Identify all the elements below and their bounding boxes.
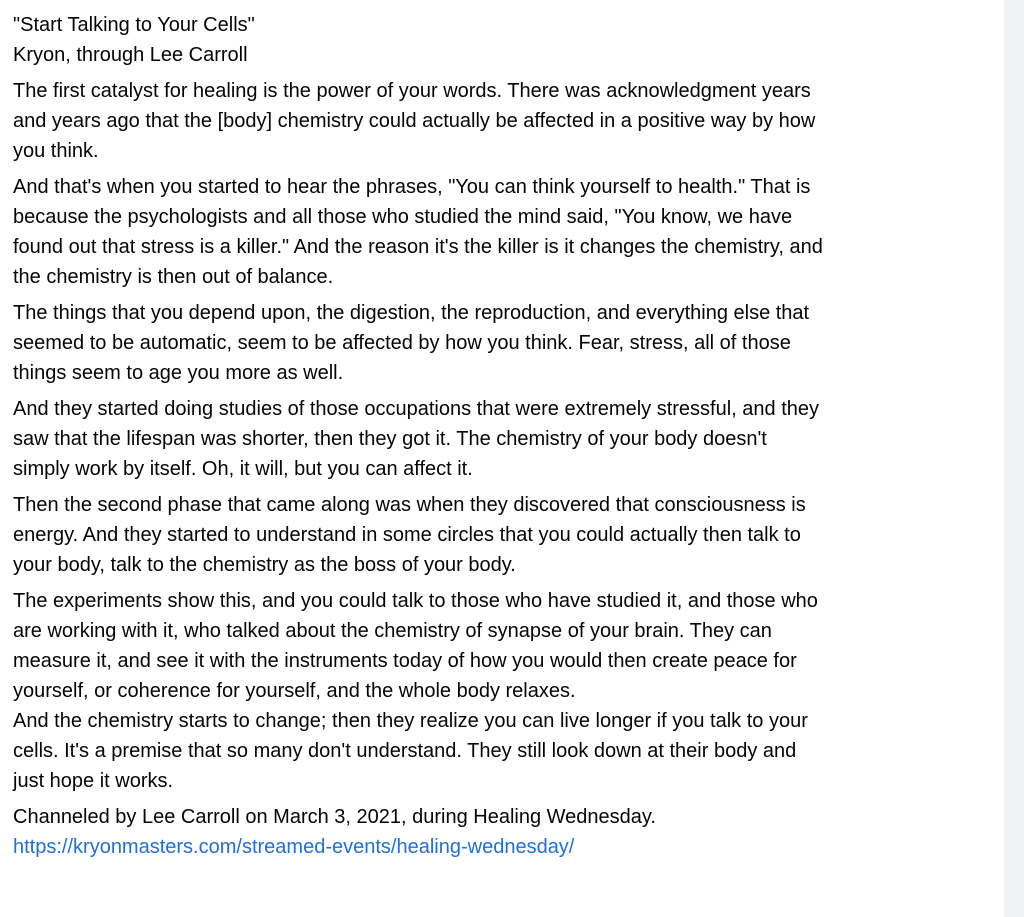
- text-line: cells. It's a premise that so many don't understand. They still look down at their body and: [13, 740, 797, 762]
- text-line: yourself, or coherence for yourself, and the whole body relaxes.: [13, 680, 576, 702]
- text-line: simply work by itself. Oh, it will, but you can affect it.: [13, 458, 473, 480]
- paragraph-4: [13, 394, 1004, 484]
- text-line: just hope it works.: [13, 770, 174, 792]
- text-line: found out that stress is a killer." And the reason it's the killer is it changes the chemistry, and: [13, 236, 823, 258]
- paragraph-3: [13, 298, 1004, 388]
- text-line: measure it, and see it with the instruments today of how you would then create peace for: [13, 650, 797, 672]
- text-line: are working with it, who talked about the chemistry of synapse of your brain. They can: [13, 620, 772, 642]
- text-line: and years ago that the [body] chemistry could actually be affected in a positive way by how: [13, 110, 816, 132]
- post-byline: Kryon, through Lee Carroll: [13, 44, 248, 66]
- page-gutter: [1004, 0, 1024, 917]
- text-line: energy. And they started to understand in some circles that you could actually then talk to: [13, 524, 801, 546]
- text-line: you think.: [13, 140, 99, 162]
- text-line: your body, talk to the chemistry as the boss of your body.: [13, 554, 516, 576]
- source-link[interactable]: https://kryonmasters.com/streamed-events/healing-wednesday/: [13, 836, 575, 858]
- paragraph-5: [13, 490, 1004, 580]
- post-footer: [13, 802, 1004, 862]
- text-line: Then the second phase that came along was when they discovered that consciousness is: [13, 494, 806, 516]
- text-line: The experiments show this, and you could talk to those who have studied it, and those who: [13, 590, 818, 612]
- text-line: And they started doing studies of those occupations that were extremely stressful, and they: [13, 398, 820, 420]
- text-line: the chemistry is then out of balance.: [13, 266, 334, 288]
- text-line: The things that you depend upon, the digestion, the reproduction, and everything else that: [13, 302, 810, 324]
- text-line: saw that the lifespan was shorter, then they got it. The chemistry of your body doesn't: [13, 428, 767, 450]
- text-line: because the psychologists and all those who studied the mind said, "You know, we have: [13, 206, 793, 228]
- text-line: And that's when you started to hear the phrases, "You can think yourself to health." That is: [13, 176, 811, 198]
- text-line: things seem to age you more as well.: [13, 362, 344, 384]
- paragraph-1: [13, 76, 1004, 166]
- post-title: "Start Talking to Your Cells": [13, 14, 255, 36]
- text-line: And the chemistry starts to change; then they realize you can live longer if you talk to your: [13, 710, 808, 732]
- post-header: [13, 10, 1004, 70]
- text-line: The first catalyst for healing is the power of your words. There was acknowledgment years: [13, 80, 811, 102]
- paragraph-2: [13, 172, 1004, 292]
- paragraph-6: [13, 586, 1004, 706]
- text-line: seemed to be automatic, seem to be affected by how you think. Fear, stress, all of those: [13, 332, 791, 354]
- credit-text: Channeled by Lee Carroll on March 3, 2021, during Healing Wednesday.: [13, 806, 656, 828]
- paragraph-7: [13, 706, 1004, 796]
